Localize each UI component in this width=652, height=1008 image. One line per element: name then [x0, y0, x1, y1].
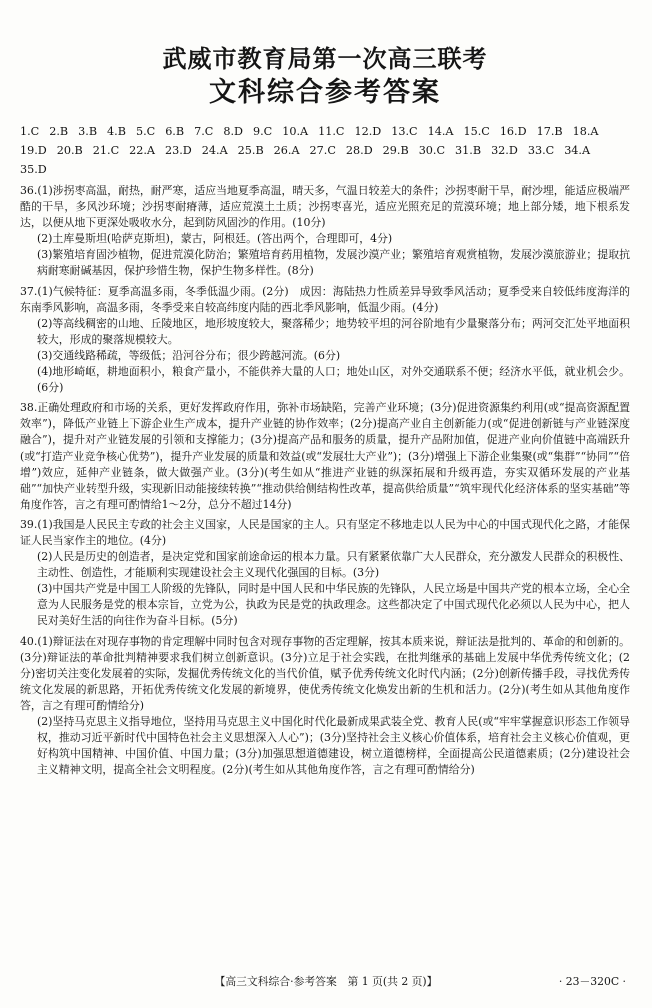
choice-answer: 4.B: [107, 125, 126, 138]
choice-answer: 35.D: [20, 163, 47, 176]
question-40: [20, 634, 630, 779]
q36-part1: 36.(1)涉拐枣高温，耐热，耐严寒，适应当地夏季高温，晴天多，气温日较差大的条件；沙拐枣耐干旱，耐沙埋，能适应极端严酷的干旱，多风沙环境；沙拐枣耐瘠薄，适应荒漠土土质；沙拐枣喜光，适应光照充足的荒漠环境；地上部分矮，地下根系发达，以便从地下更深处吸收水分，起到防风固沙的作用。(10分): [20, 184, 630, 230]
choice-answer: 30.C: [418, 144, 446, 157]
choice-answer: 1.C: [20, 125, 40, 138]
choice-answer: 3.B: [78, 125, 98, 138]
q37-part3: (3)交通线路稀疏，等级低；沿河谷分布；很少跨越河流。(6分): [37, 348, 341, 362]
choice-answer: 18.A: [572, 125, 599, 138]
answer-key-title: 文科综合参考答案: [209, 77, 441, 108]
footer-page-info: 【高三文科综合·参考答案 第 1 页(共 2 页)】: [214, 975, 438, 988]
choice-answer: 5.C: [135, 125, 156, 138]
choice-answers: [20, 122, 630, 179]
q36-part3: (3)繁殖培育固沙植物，促进荒漠化防治；繁殖培育药用植物，发展沙漠产业；繁殖培育观赏植物，发展沙漠旅游业；提取抗病耐寒耐碱基因，保护珍惜生物，保护生物多样性。(8分): [37, 248, 630, 278]
question-38: [20, 400, 630, 513]
q37-part1: 37.(1)气候特征：夏季高温多雨，冬季低温少雨。(2分) 成因：海陆热力性质差异导致季风活动；夏季受来自较低纬度海洋的东南季风影响，高温多雨，冬季受来自较高纬度内陆的西北季风影响，低温少雨。(4分): [20, 284, 630, 314]
choice-answer: 33.C: [527, 144, 555, 157]
choice-answer: 22.A: [129, 144, 156, 157]
choice-answer: 26.A: [273, 144, 300, 157]
q37-part2: (2)等高线稠密的山地、丘陵地区，地形坡度较大，聚落稀少；地势较平坦的河谷阶地有少量聚落分布；两河交汇处平地面积较大，形成的聚落规模较大。: [37, 316, 630, 346]
choice-answer: 12.D: [354, 125, 382, 138]
choice-answer: 25.B: [237, 144, 264, 157]
choice-answer: 9.C: [252, 125, 273, 138]
q39-part3: (3)中国共产党是中国工人阶级的先锋队，同时是中国人民和中华民族的先锋队，人民立场是中国共产党的根本立场，全心全意为人民服务是党的根本宗旨，立党为公，执政为民是党的执政理念。这些都决定了中国式现代化必须以人民为中心，把人民对美好生活的向往作为奋斗目标。(5分): [37, 582, 630, 628]
q38-part1: 38.正确处理政府和市场的关系，更好发挥政府作用，弥补市场缺陷，完善产业环境；(3分)促进资源集约利用(或“提高资源配置效率”)，降低产业链上下游企业生产成本，提升产业链的协作效率；(2分)提高产业自主创新能力(或“促进创新链与产业链深度融合”)，提升对产业链发展的引领和支撑能力；(3分)提高产品和服务的质量，提升产品附加值，促进产业向价值链中高端跃升(或“打造产业竞争核心优势”)，提升产业发展的质量和效益(或“发展壮大产业”)；(3分)增强上下游企业集聚(或“集群”“协同”“倍增”)效应，延伸产业链条，做大做强产业。(3分)(考生如从“推进产业链的纵深拓展和升级再造，夯实双循环发展的产业基础”“加快产业转型升级，实现新旧动能接续转换”“推动供给侧结构性改革，提高供给质量”“筑牢现代化经济体系的坚实基础”等角度作答，言之有理可酌情给1～2分，总分不超过14分): [20, 401, 630, 511]
choice-answer: 15.C: [463, 125, 490, 138]
choice-answer: 21.C: [92, 144, 120, 157]
choice-answer: 11.C: [318, 125, 345, 138]
choice-answer: 7.C: [194, 125, 214, 138]
exam-title: 武威市教育局第一次高三联考: [162, 45, 488, 73]
choice-answer: 17.B: [536, 125, 563, 138]
choice-answer: 31.B: [455, 144, 482, 157]
choice-answer: 32.D: [491, 144, 518, 157]
choice-answer: 27.C: [309, 144, 336, 157]
q36-part2: (2)土库曼斯坦(哈萨克斯坦)，蒙古，阿根廷。(答出两个，合理即可，4分): [37, 232, 393, 246]
choice-answer: 13.C: [391, 125, 418, 138]
question-39: [20, 517, 630, 630]
choice-answer: 24.A: [201, 144, 228, 157]
choice-answer: 20.B: [56, 144, 83, 157]
choice-answer: 34.A: [564, 144, 591, 157]
choice-answer: 23.D: [165, 144, 192, 157]
footer-exam-code: · 23－320C ·: [558, 975, 626, 988]
choice-answer: 2.B: [49, 125, 69, 138]
q39-part1: 39.(1)我国是人民民主专政的社会主义国家，人民是国家的主人。只有坚定不移地走以人民为中心的中国式现代化之路，才能保证人民当家作主的地位。(4分): [20, 517, 630, 547]
q40-part2: (2)坚持马克思主义指导地位，坚持用马克思主义中国化时代化最新成果武装全党、教育人民(或“牢牢掌握意识形态工作领导权，推动习近平新时代中国特色社会主义思想深入人心”)；(3分)坚持社会主义核心价值体系，培育社会主义核心价值观，更好构筑中国精神、中国价值、中国力量；(3分)加强思想道德建设，树立道德榜样，全面提高公民道德素质；(2分)建设社会主义精神文明，提高全社会文明程度。(2分)(考生如从其他角度作答，言之有理可酌情给分): [37, 715, 630, 777]
choice-answer: 19.D: [20, 144, 47, 157]
q40-part1: 40.(1)辩证法在对现存事物的肯定理解中同时包含对现存事物的否定理解，按其本质来说，辩证法是批判的、革命的和创新的。(3分)辩证法的革命批判精神要求我们树立创新意识。(3分)立足于社会实践，在批判继承的基础上发展中华优秀传统文化；(2分)密切关注变化发展着的实际，发掘优秀传统文化的当代价值，赋予优秀传统文化时代内涵；(2分)创新传播手段，寻找优秀传统文化发展的新思路，开拓优秀传统文化发展的新境界，使优秀传统文化焕发出新的生机和活力。(2分)(考生如从其他角度作答，言之有理可酌情给分): [20, 634, 630, 712]
question-37: [20, 284, 630, 397]
choice-answer: 16.D: [499, 125, 527, 138]
choice-answer: 10.A: [282, 125, 309, 138]
q39-part2: (2)人民是历史的创造者，是决定党和国家前途命运的根本力量。只有紧紧依靠广大人民群众，充分激发人民群众的积极性、主动性、创造性，才能顺利实现建设社会主义现代化强国的目标。(3分): [37, 550, 630, 580]
q37-part4: (4)地形崎岖，耕地面积小，粮食产量小，不能供养大量的人口；地处山区，对外交通联系不便；经济水平低，就业机会少。(6分): [37, 365, 630, 395]
choice-answer: 28.D: [345, 144, 373, 157]
choice-answer: 6.B: [165, 125, 185, 138]
choice-answer: 8.D: [223, 125, 243, 138]
choice-answer: 29.B: [382, 144, 409, 157]
question-36: [20, 183, 630, 280]
choice-answer: 14.A: [427, 125, 454, 138]
